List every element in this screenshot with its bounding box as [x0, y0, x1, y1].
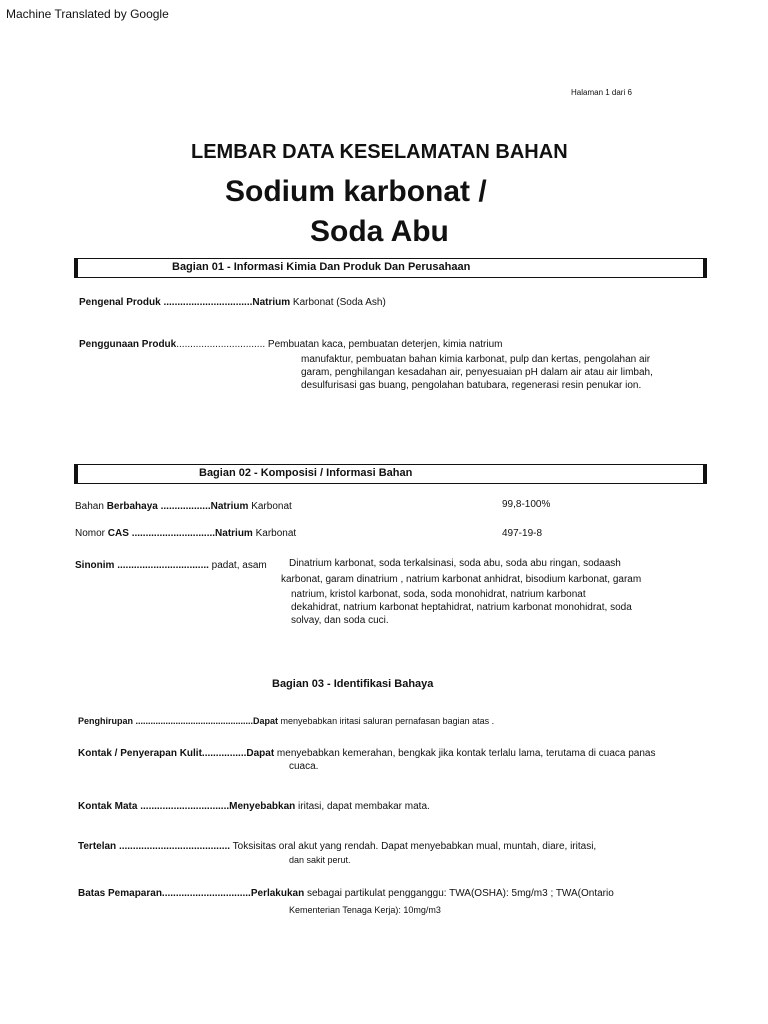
skin-contact-label: Kontak / Penyerapan Kulit................Dapat — [78, 748, 275, 759]
product-identifier — [79, 297, 386, 308]
synonyms-line3: natrium, kristol karbonat, soda, soda monohidrat, natrium karbonat — [291, 589, 586, 600]
synonyms-continuation — [291, 588, 632, 627]
cas-label: CAS ..............................Natrium — [107, 528, 253, 539]
synonyms — [75, 560, 267, 571]
hazardous-value: Karbonat — [248, 501, 292, 512]
exposure-limits-value: sebagai partikulat pengganggu: TWA(OSHA): 5mg/m3 ; TWA(Ontario — [304, 888, 614, 899]
cas-number: 497-19-8 — [502, 528, 543, 539]
ingestion-line2: dan sakit perut. — [289, 855, 351, 865]
synonyms-line5: solvay, dan soda cuci. — [291, 615, 389, 626]
product-use-line3: garam, penghilangan kesadahan air, penyesuaian pH dalam air atau air limbah, — [301, 367, 653, 378]
document-title: LEMBAR DATA KESELAMATAN BAHAN — [191, 141, 568, 163]
cas-value: Karbonat — [252, 528, 297, 539]
section-01-title: Bagian 01 - Informasi Kimia Dan Produk Dan Perusahaan — [172, 261, 471, 273]
skin-contact-line2: cuaca. — [289, 761, 319, 772]
product-identifier-value: Karbonat (Soda Ash) — [290, 297, 386, 308]
product-identifier-label: Pengenal Produk ................................Natrium — [79, 297, 291, 308]
synonyms-label: Sinonim ................................. — [75, 560, 209, 571]
translation-banner: Machine Translated by Google — [6, 7, 169, 21]
product-title-line2: Soda Abu — [310, 215, 449, 248]
product-use — [79, 339, 503, 350]
cas-number-row — [75, 528, 296, 539]
page-number: Halaman 1 dari 6 — [571, 88, 632, 97]
section-02-header — [74, 464, 707, 484]
product-title-line1: Sodium karbonat / — [225, 175, 487, 208]
synonyms-prefix: padat, asam — [208, 560, 267, 571]
exposure-limits — [78, 888, 614, 899]
skin-contact-value: menyebabkan kemerahan, bengkak jika kontak terlalu lama, terutama di cuaca panas — [274, 748, 656, 759]
inhalation-value: menyebabkan iritasi saluran pernafasan bagian atas . — [278, 716, 495, 726]
skin-contact — [78, 748, 656, 759]
hazardous-percent: 99,8-100% — [502, 499, 551, 510]
product-use-line4: desulfurisasi gas buang, pengolahan batubara, regenerasi resin penukar ion. — [301, 380, 642, 391]
cas-prefix: Nomor — [75, 528, 108, 539]
exposure-limits-label: Batas Pemaparan................................Perlakukan — [78, 888, 305, 899]
eye-contact-value: iritasi, dapat membakar mata. — [295, 801, 430, 812]
ingestion — [78, 841, 596, 852]
eye-contact-label: Kontak Mata ................................Menyebabkan — [78, 801, 296, 812]
product-use-line2: manufaktur, pembuatan bahan kimia karbonat, pulp dan kertas, pengolahan air — [301, 354, 651, 365]
hazardous-ingredient — [75, 501, 292, 512]
section-03-title: Bagian 03 - Identifikasi Bahaya — [272, 678, 434, 690]
section-02-title: Bagian 02 - Komposisi / Informasi Bahan — [199, 467, 413, 479]
synonyms-line2: karbonat, garam dinatrium , natrium karbonat anhidrat, bisodium karbonat, garam — [281, 574, 642, 585]
product-use-label: Penggunaan Produk — [79, 339, 177, 350]
synonyms-line1: Dinatrium karbonat, soda terkalsinasi, soda abu, soda abu ringan, sodaash — [289, 558, 621, 569]
inhalation — [78, 716, 494, 726]
hazardous-prefix: Bahan — [75, 501, 107, 512]
exposure-limits-line2: Kementerian Tenaga Kerja): 10mg/m3 — [289, 905, 441, 915]
synonyms-line4: dekahidrat, natrium karbonat heptahidrat, natrium karbonat monohidrat, soda — [291, 602, 632, 613]
ingestion-value: Toksisitas oral akut yang rendah. Dapat menyebabkan mual, muntah, diare, iritasi, — [230, 841, 597, 852]
inhalation-label: Penghirupan ...............................................Dapat — [78, 716, 279, 726]
hazardous-label: Berbahaya ..................Natrium — [106, 501, 249, 512]
section-01-header — [74, 258, 707, 278]
ingestion-label: Tertelan ........................................ — [78, 841, 231, 852]
product-use-dots: ................................ — [176, 339, 266, 350]
product-use-line1: Pembuatan kaca, pembuatan deterjen, kimia natrium — [265, 339, 503, 350]
eye-contact — [78, 801, 430, 812]
product-use-continuation — [301, 353, 653, 392]
